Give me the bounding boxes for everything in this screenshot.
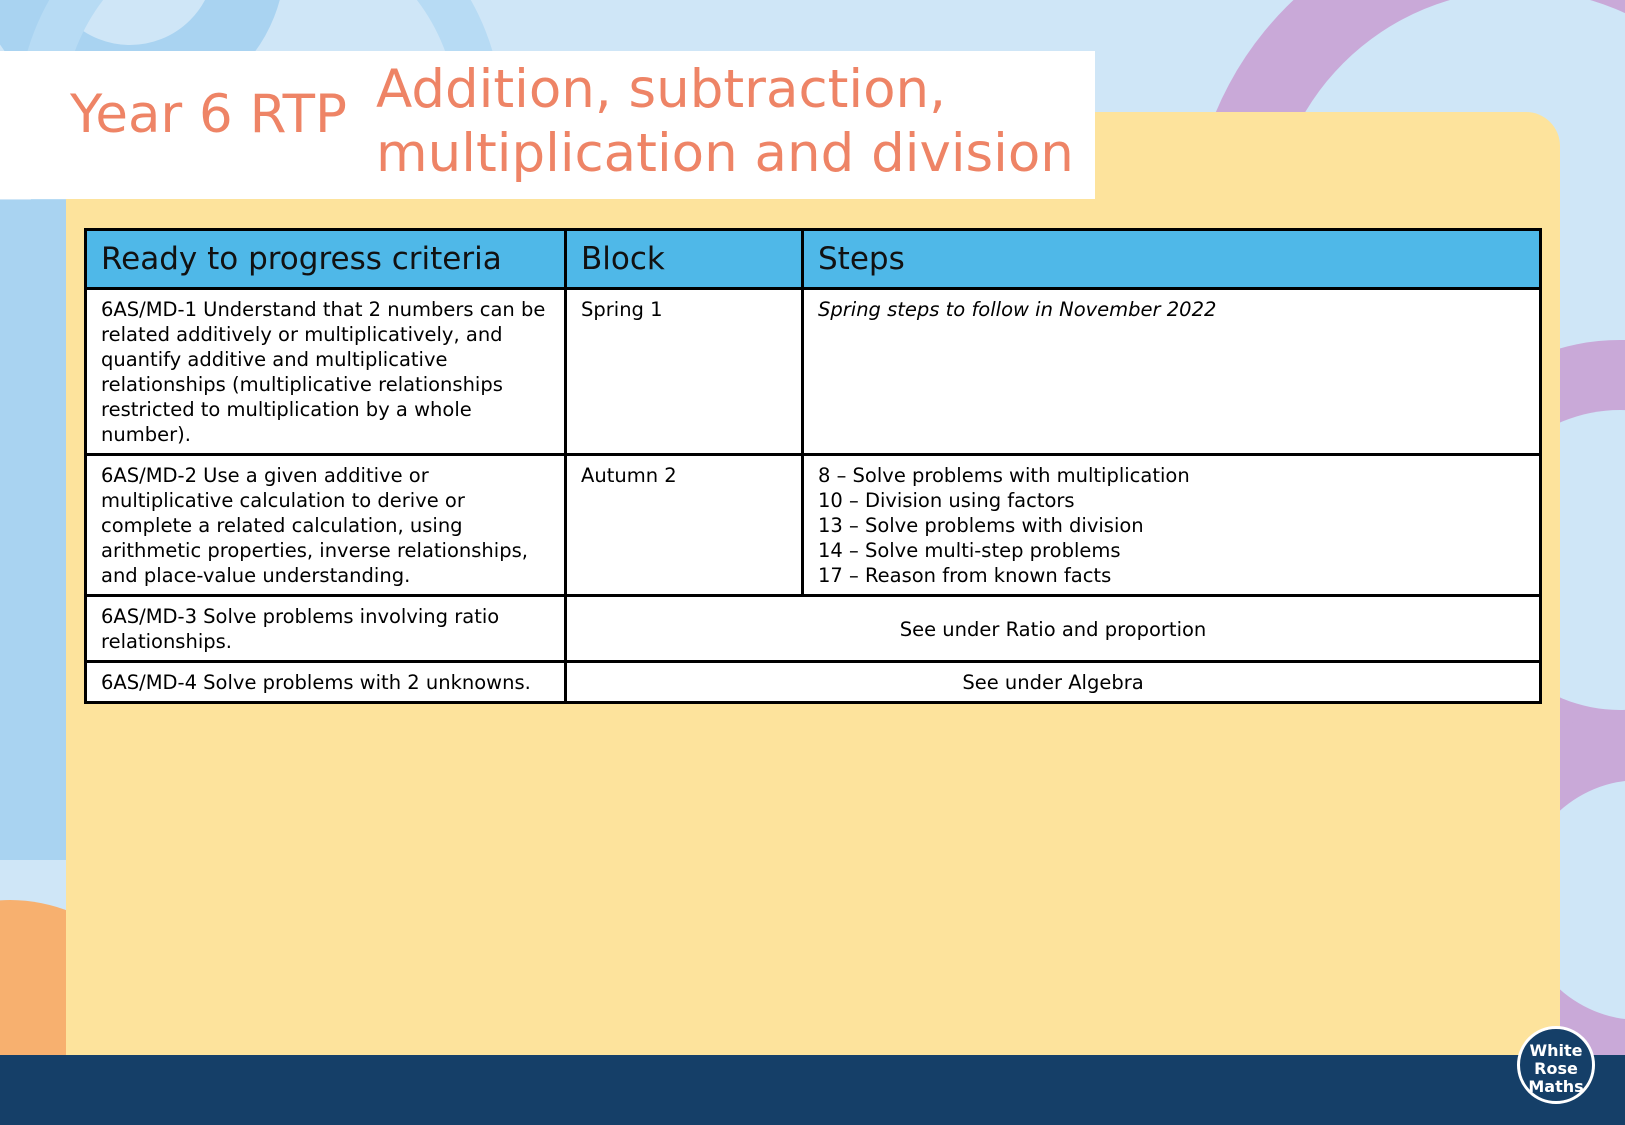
step-item: 8 – Solve problems with multiplication (818, 464, 1190, 487)
table-row (86, 455, 1541, 596)
header-steps: Steps (803, 230, 1541, 289)
header-criteria: Ready to progress criteria (86, 230, 566, 289)
header-block: Block (566, 230, 803, 289)
topic-title: Addition, subtraction, multiplication and division (376, 59, 1074, 184)
table-row (86, 662, 1541, 703)
step-item: 13 – Solve problems with division (818, 514, 1144, 537)
table-row (86, 596, 1541, 662)
footer-bar (0, 1055, 1625, 1125)
criteria-cell: 6AS/MD-2 Use a given additive or multiplicative calculation to derive or complete a related calculation, using arithmetic properties, inverse relationships, and place-value understanding. (86, 455, 566, 596)
merged-cell: See under Ratio and proportion (566, 596, 1541, 662)
criteria-cell: 6AS/MD-3 Solve problems involving ratio relationships. (86, 596, 566, 662)
table-header-row (86, 230, 1541, 289)
criteria-cell: 6AS/MD-4 Solve problems with 2 unknowns. (86, 662, 566, 703)
table-row (86, 289, 1541, 455)
white-rose-maths-logo: White Rose Maths (1517, 1026, 1595, 1104)
step-item: 17 – Reason from known facts (818, 564, 1112, 587)
step-item: 10 – Division using factors (818, 489, 1075, 512)
block-cell: Spring 1 (566, 289, 803, 455)
steps-cell (803, 455, 1541, 596)
step-item: 14 – Solve multi-step problems (818, 539, 1121, 562)
block-cell: Autumn 2 (566, 455, 803, 596)
steps-cell: Spring steps to follow in November 2022 (803, 289, 1541, 455)
criteria-cell: 6AS/MD-1 Understand that 2 numbers can be related additively or multiplicatively, and quantify additive and multiplicative relationships (multiplicative relationships restricted to multiplication by a whole number). (86, 289, 566, 455)
year-title: Year 6 RTP (70, 84, 347, 145)
merged-cell: See under Algebra (566, 662, 1541, 703)
rtp-table (84, 228, 1542, 704)
